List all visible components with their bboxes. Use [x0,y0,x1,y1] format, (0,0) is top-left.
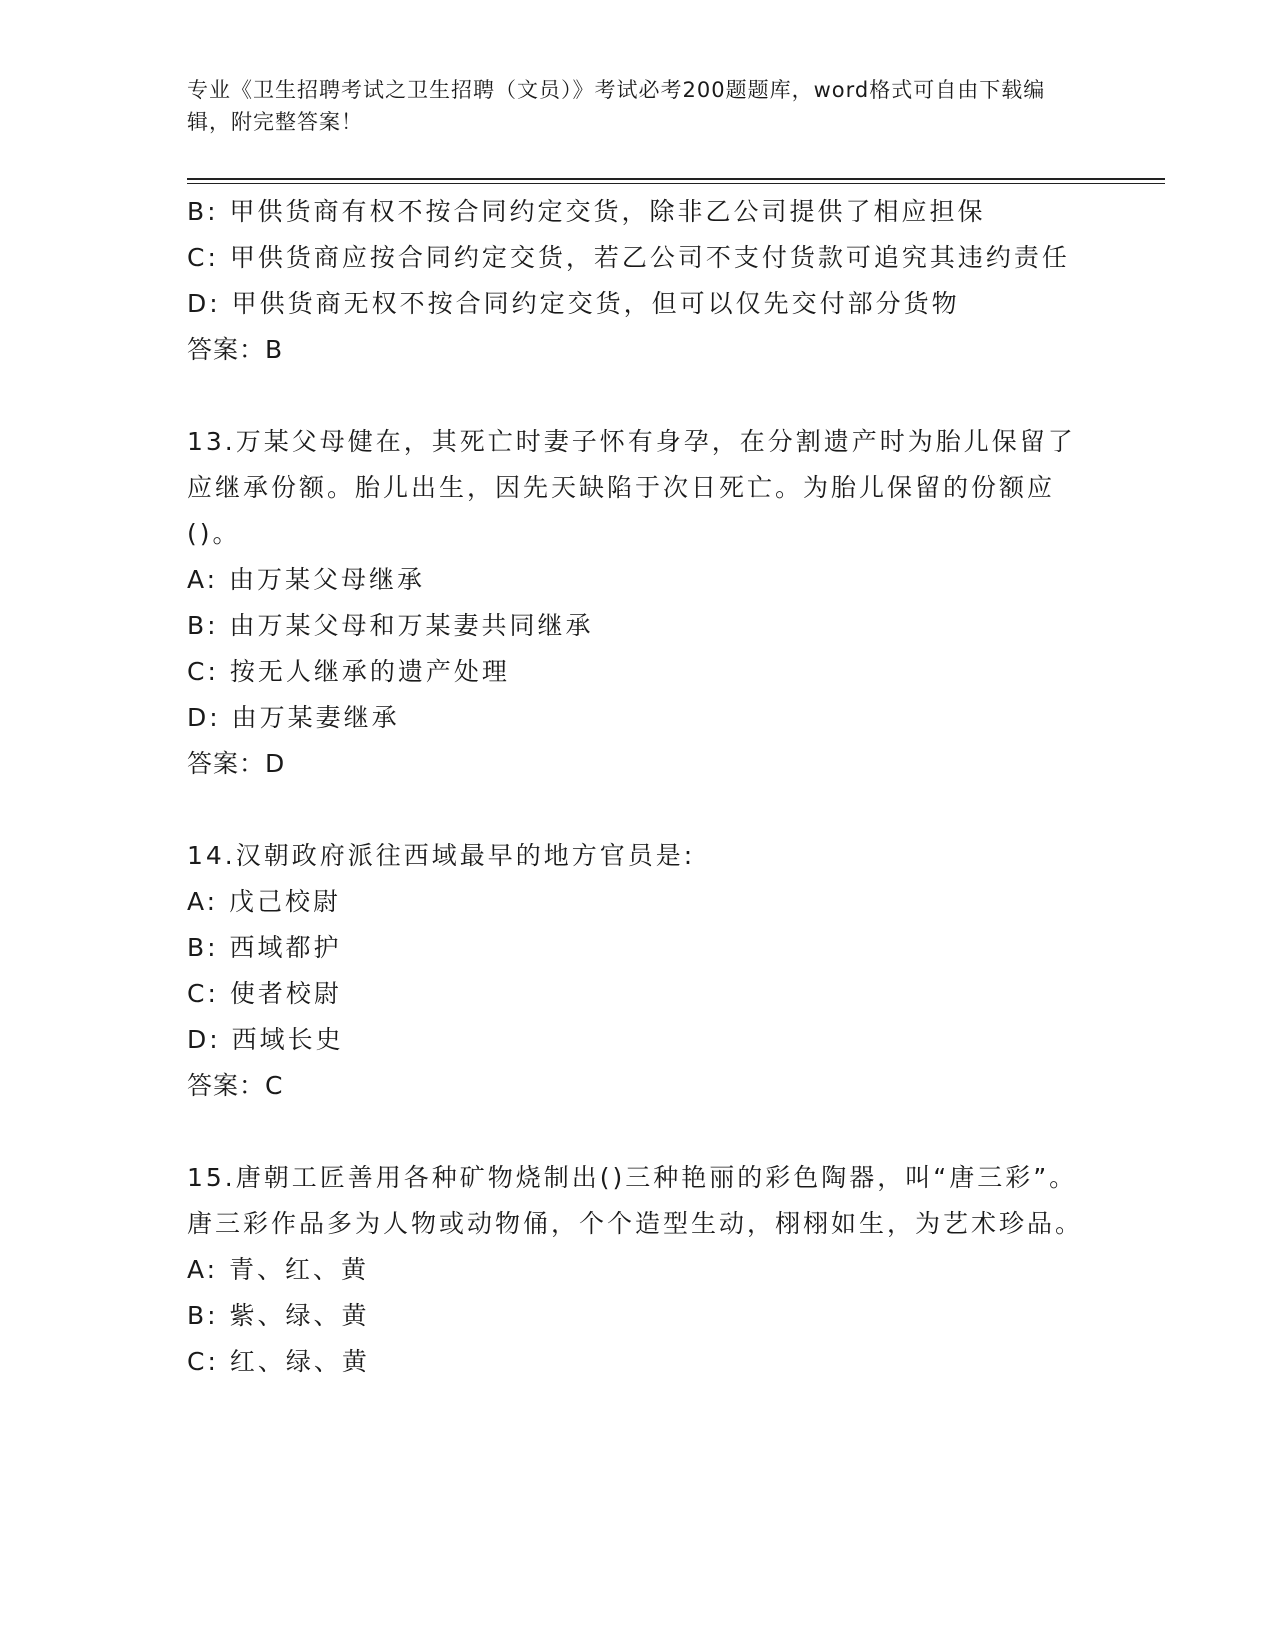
option-c: C: 甲供货商应按合同约定交货，若乙公司不支付货款可追究其违约责任 [187,243,1070,272]
answer: 答案：D [187,749,286,778]
option-b: B: 紫、绿、黄 [187,1301,370,1330]
option-b: B: 甲供货商有权不按合同约定交货，除非乙公司提供了相应担保 [187,197,986,226]
answer: 答案：B [187,335,284,364]
option-d: D: 由万某妻继承 [187,703,400,732]
answer: 答案：C [187,1071,284,1100]
option-a: A: 青、红、黄 [187,1255,370,1284]
question-text: 14.汉朝政府派往西域最早的地方官员是: [187,841,696,870]
option-a: A: 戊己校尉 [187,887,342,916]
question-14 [187,833,1087,1109]
question-text: 13.万某父母健在，其死亡时妻子怀有身孕，在分割遗产时为胎儿保留了应继承份额。胎儿出生，因先天缺陷于次日死亡。为胎儿保留的份额应()。 [187,427,1076,548]
page-header: 专业《卫生招聘考试之卫生招聘（文员）》考试必考200题题库，word格式可自由下载编辑，附完整答案！ [187,78,1046,134]
spacer [187,787,1087,833]
question-12-tail [187,189,1087,373]
option-d: D: 西域长史 [187,1025,344,1054]
option-b: B: 由万某父母和万某妻共同继承 [187,611,594,640]
header-rule-thin [187,183,1165,184]
header-rule-thick [187,178,1165,180]
question-content [187,189,1087,1385]
spacer [187,1109,1087,1155]
option-b: B: 西域都护 [187,933,342,962]
option-d: D: 甲供货商无权不按合同约定交货，但可以仅先交付部分货物 [187,289,960,318]
question-15 [187,1155,1087,1385]
option-c: C: 按无人继承的遗产处理 [187,657,510,686]
option-a: A: 由万某父母继承 [187,565,426,594]
question-13 [187,419,1087,787]
spacer [187,373,1087,419]
option-c: C: 红、绿、黄 [187,1347,370,1376]
option-c: C: 使者校尉 [187,979,342,1008]
question-text: 15.唐朝工匠善用各种矿物烧制出()三种艳丽的彩色陶器，叫“唐三彩”。唐三彩作品多为人物或动物俑，个个造型生动，栩栩如生，为艺术珍品。 [187,1163,1084,1238]
